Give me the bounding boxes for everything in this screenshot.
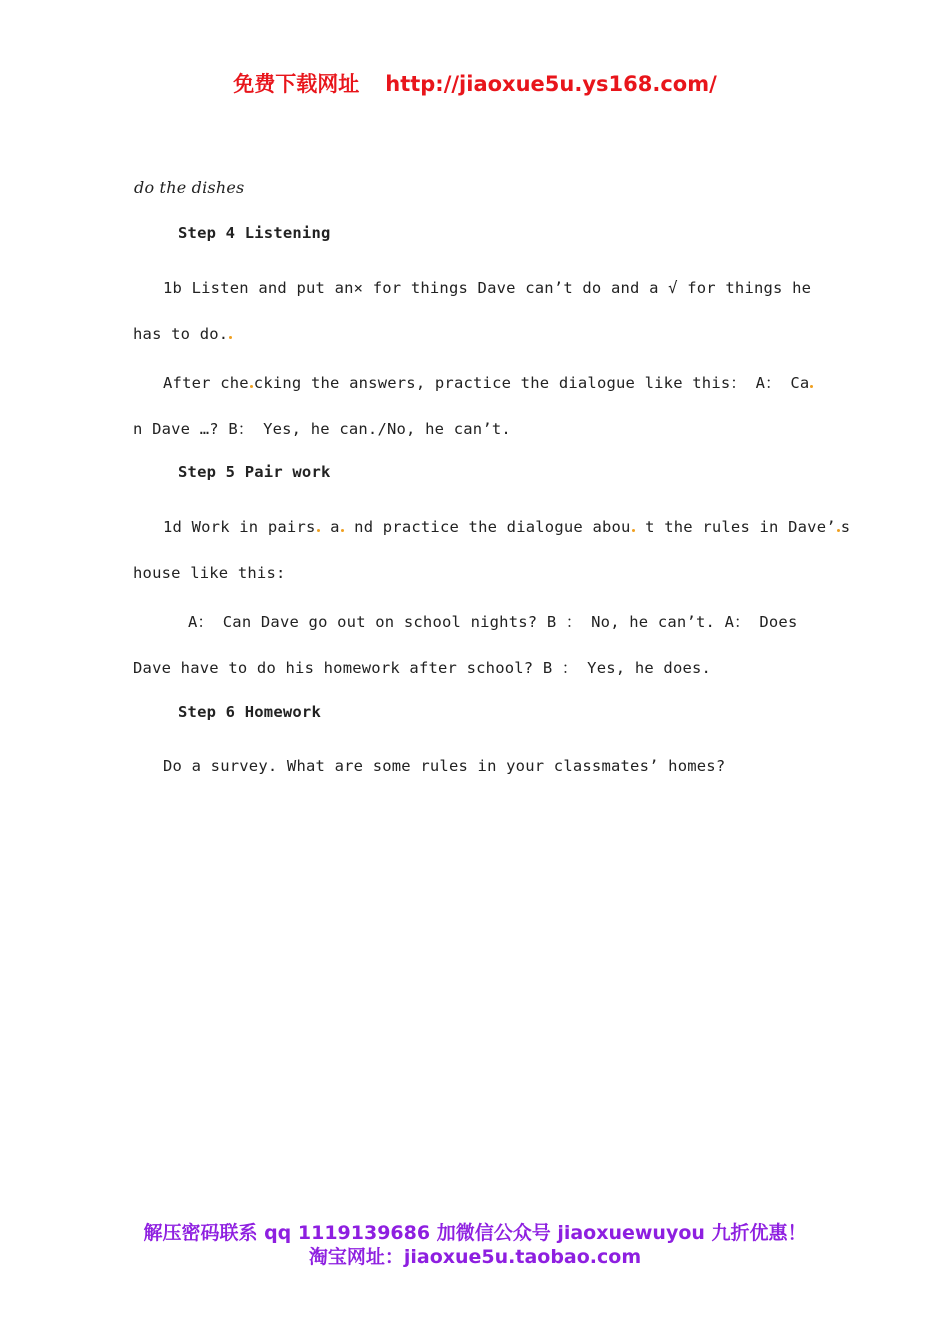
step-4-heading: Step 4 Listening [178, 224, 331, 242]
homework-line: Do a survey. What are some rules in your classmates’ homes? [163, 757, 726, 775]
marker-dot [837, 529, 840, 532]
practice-text-b: cking the answers, practice the dialogue like this： A： Ca [253, 374, 810, 392]
marker-dot [250, 385, 253, 388]
step-5-heading: Step 5 Pair work [178, 463, 331, 481]
paragraph-1d-line-1 [163, 518, 850, 536]
paragraph-1d-line-2: house like this: [133, 564, 286, 582]
dialogue-line-1: A： Can Dave go out on school nights? B ： No, he can’t. A： Does [188, 613, 798, 631]
pair-text-b: a [330, 518, 340, 536]
marker-dot [229, 336, 232, 339]
pair-text-e: s [840, 518, 851, 536]
practice-text-a: After che [163, 374, 249, 392]
dialogue-line-2: Dave have to do his homework after school? B ： Yes, he does. [133, 659, 712, 677]
pair-text-a: 1d Work in pairs [163, 518, 316, 536]
header-url-link[interactable]: http://jiaoxue5u.ys168.com/ [385, 72, 717, 96]
header-banner [0, 68, 950, 98]
footer-shop-line[interactable]: 淘宝网址：jiaoxue5u.taobao.com [308, 1246, 642, 1268]
header-label: 免费下载网址 [233, 72, 360, 96]
step-6-heading: Step 6 Homework [178, 703, 321, 721]
paragraph-practice-line-1 [163, 371, 814, 393]
line-do-the-dishes: do the dishes [134, 178, 245, 197]
pair-text-d: t the rules in Dave’ [645, 518, 836, 536]
footer-contact-line: 解压密码联系 qq 1119139686 加微信公众号 jiaoxuewuyou 九折优惠！ [143, 1222, 807, 1244]
paragraph-1b-line-1: 1b Listen and put an× for things Dave can’t do and a √ for things he [163, 279, 812, 297]
paragraph-practice-line-2: n Dave …? B： Yes, he can./No, he can’t. [133, 420, 511, 438]
pair-text-c: nd practice the dialogue abou [354, 518, 631, 536]
marker-dot [810, 385, 813, 388]
paragraph-1b-line-2 [133, 325, 233, 343]
marker-dot [317, 529, 320, 532]
marker-dot [341, 529, 344, 532]
paragraph-1b-line-2-text: has to do. [133, 325, 229, 343]
marker-dot [632, 529, 635, 532]
